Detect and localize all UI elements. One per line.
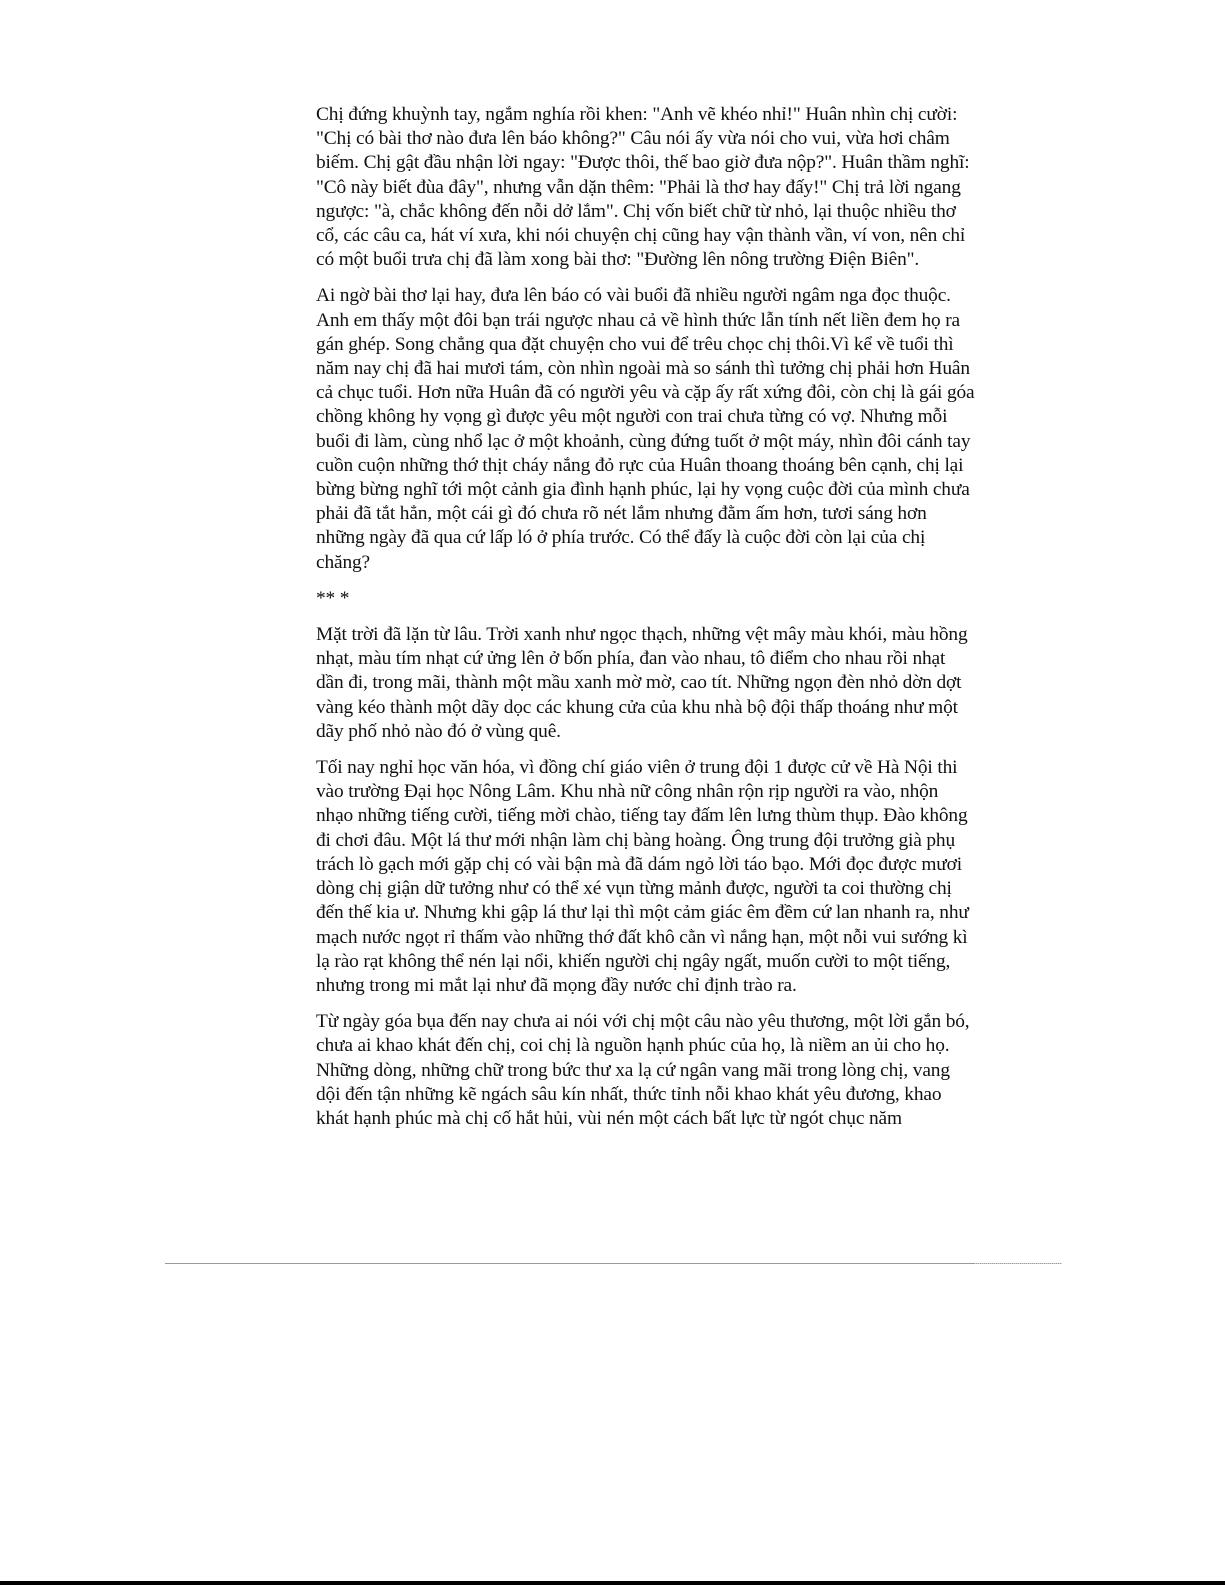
page-break-line: [165, 1263, 1062, 1264]
paragraph: Chị đứng khuỳnh tay, ngắm nghía rồi khen: "Anh vẽ khéo nhỉ!" Huân nhìn chị cười: "Chị có bài thơ nào đưa lên báo không?" Câu nói ấy vừa nói cho vui, vừa hơi châm biếm. Chị gật đầu nhận lời ngay: "Được thôi, thế bao giờ đưa nộp?". Huân thầm nghĩ: "Cô này biết đùa đây", nhưng vẫn dặn thêm: "Phải là thơ hay đấy!" Chị trả lời ngang ngược: "à, chắc không đến nỗi dở lắm". Chị vốn biết chữ từ nhỏ, lại thuộc nhiều thơ cổ, các câu ca, hát ví xưa, khi nói chuyện chị cũng hay vận thành vần, ví von, nên chỉ có một buổi trưa chị đã làm xong bài thơ: "Đường lên nông trường Điện Biên".: [316, 104, 970, 271]
document-body: [316, 103, 976, 1143]
bottom-edge-bar: [0, 1581, 1225, 1585]
page-break-line-fade: [975, 1263, 1062, 1264]
paragraph: Ai ngờ bài thơ lại hay, đưa lên báo có vài buổi đã nhiều người ngâm nga đọc thuộc. Anh em thấy một đôi bạn trái ngược nhau cả về hình thức lẫn tính nết liền đem họ ra gán ghép. Song chẳng qua đặt chuyện cho vui để trêu chọc chị thôi.Vì kể về tuổi thì năm nay chị đã hai mươi tám, còn nhìn ngoài mà so sánh thì tưởng chị phải hơn Huân cả chục tuổi. Hơn nữa Huân đã có người yêu và cặp ấy rất xứng đôi, còn chị là gái góa chồng không hy vọng gì được yêu một người con trai chưa từng có vợ. Nhưng mỗi buổi đi làm, cùng nhổ lạc ở một khoảnh, cùng đứng tuốt ở một máy, nhìn đôi cánh tay cuồn cuộn những thớ thịt cháy nắng đỏ rực của Huân thoang thoáng bên cạnh, chị lại bừng bừng nghĩ tới một cảnh gia đình hạnh phúc, lại hy vọng cuộc đời của mình chưa phải đã tắt hẳn, một cái gì đó chưa rõ nét lắm nhưng đằm ấm hơn, tươi sáng hơn những ngày đã qua cứ lấp ló ở phía trước. Có thể đấy là cuộc đời còn lại của chị chăng?: [316, 285, 975, 573]
paragraph: Từ ngày góa bụa đến nay chưa ai nói với chị một câu nào yêu thương, một lời gắn bó, chưa ai khao khát đến chị, coi chị là nguồn hạnh phúc của họ, là niềm an ủi cho họ. Những dòng, những chữ trong bức thư xa lạ cứ ngân vang mãi trong lòng chị, vang dội đến tận những kẽ ngách sâu kín nhất, thức tỉnh nỗi khao khát yêu đương, khao khát hạnh phúc mà chị cố hắt hủi, vùi nén một cách bất lực từ ngót chục năm: [316, 1011, 970, 1129]
paragraph: Mặt trời đã lặn từ lâu. Trời xanh như ngọc thạch, những vệt mây màu khói, màu hồng nhạt, màu tím nhạt cứ ửng lên ở bốn phía, đan vào nhau, tô điểm cho nhau rồi nhạt dần đi, trong mãi, thành một mầu xanh mờ mờ, cao tít. Những ngọn đèn nhỏ dờn dợt vàng kéo thành một dãy dọc các khung cửa của khu nhà bộ đội thấp thoáng như một dãy phố nhỏ nào đó ở vùng quê.: [316, 624, 968, 742]
section-separator: ** *: [316, 587, 350, 609]
paragraph: Tối nay nghỉ học văn hóa, vì đồng chí giáo viên ở trung đội 1 được cử về Hà Nội thi vào trường Đại học Nông Lâm. Khu nhà nữ công nhân rộn rịp người ra vào, nhộn nhạo những tiếng cười, tiếng mời chào, tiếng tay đấm lên lưng thùm thụp. Đào không đi chơi đâu. Một lá thư mới nhận làm chị bàng hoàng. Ông trung đội trưởng già phụ trách lò gạch mới gặp chị có vài bận mà đã dám ngỏ lời táo bạo. Mới đọc được mươi dòng chị giận dữ tưởng như có thể xé vụn từng mảnh được, người ta coi thường chị đến thế kia ư. Nhưng khi gập lá thư lại thì một cảm giác êm đềm cứ lan nhanh ra, như mạch nước ngọt rỉ thấm vào những thớ đất khô cằn vì nắng hạn, một nỗi vui sướng kì lạ rào rạt không thể nén lại nổi, khiến người chị ngây ngất, muốn cười to một tiếng, nhưng trong mi mắt lại như đã mọng đầy nước chỉ định trào ra.: [316, 757, 969, 996]
